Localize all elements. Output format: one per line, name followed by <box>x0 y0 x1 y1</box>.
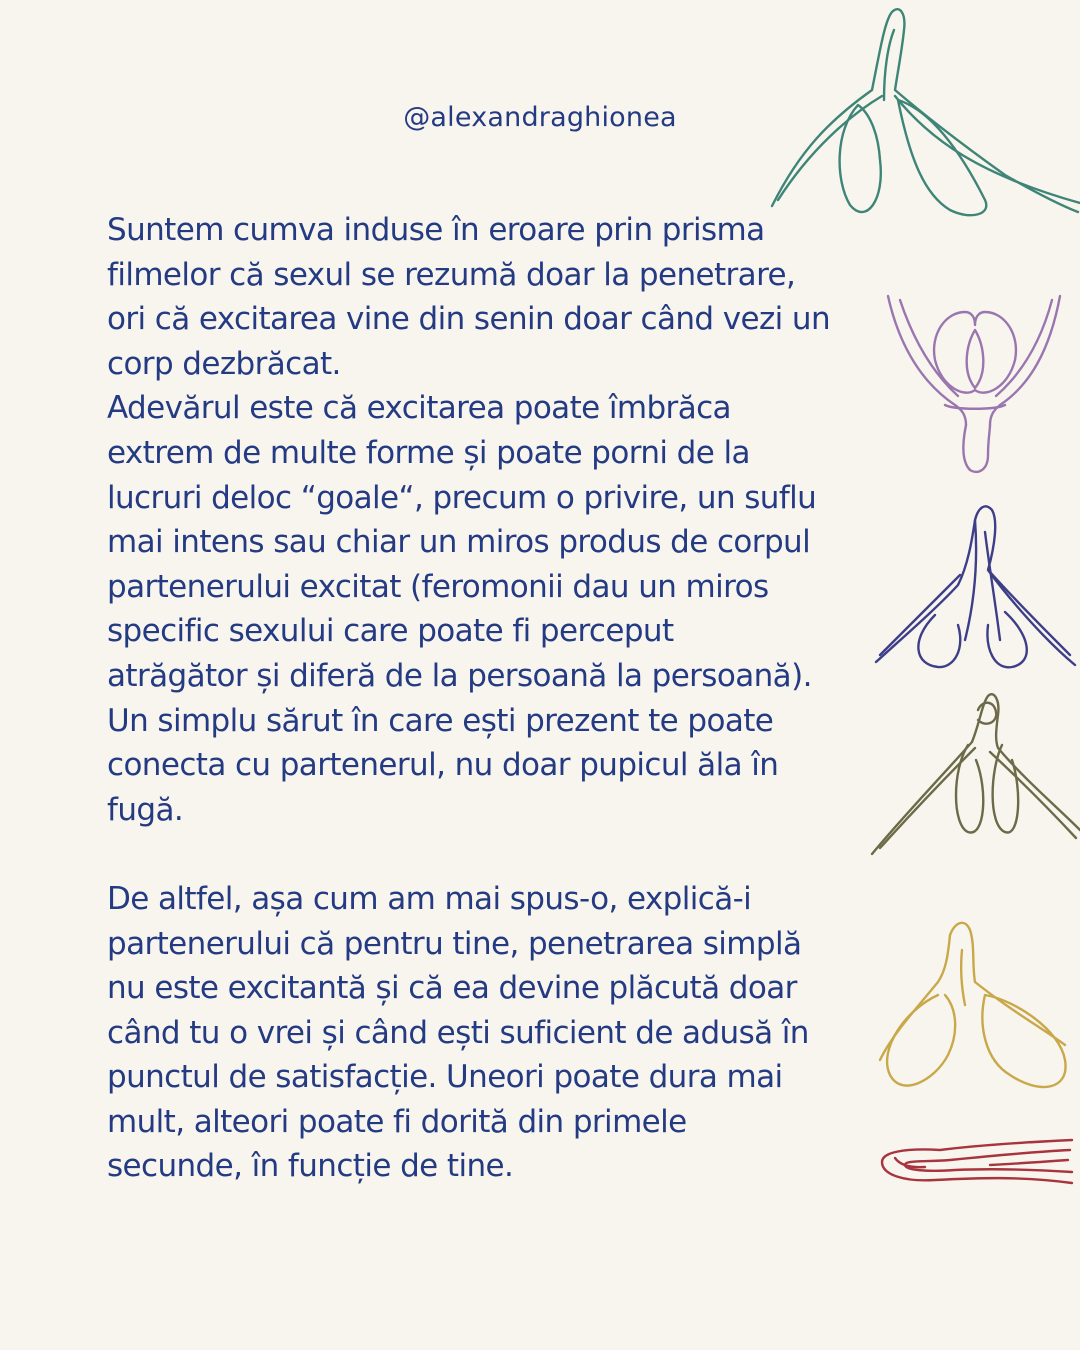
text-line: partenerului excitat (feromonii dau un miros <box>107 568 769 605</box>
text-line: secunde, în funcție de tine. <box>107 1148 514 1185</box>
olive-line-illustration <box>872 694 1080 854</box>
text-line: mai intens sau chiar un miros produs de corpul <box>107 524 811 561</box>
text-line: extrem de multe forme și poate porni de la <box>107 434 750 471</box>
text-line: filmelor că sexul se rezumă doar la penetrare, <box>107 256 796 293</box>
text-line: punctul de satisfacție. Uneori poate dura mai <box>107 1059 783 1096</box>
author-handle: @alexandraghionea <box>403 102 677 133</box>
purple-line-illustration <box>888 296 1060 472</box>
text-line: De altfel, așa cum am mai spus-o, explică-i <box>107 880 752 917</box>
text-line: Un simplu sărut în care ești prezent te poate <box>107 702 774 739</box>
text-line: fugă. <box>107 791 184 828</box>
text-line: Suntem cumva induse în eroare prin prisma <box>107 212 765 248</box>
mustard-line-illustration <box>880 923 1066 1087</box>
text-line: ori că excitarea vine din senin doar când vezi un <box>107 301 831 338</box>
navy-line-illustration <box>876 506 1075 667</box>
text-line: Adevărul este că excitarea poate îmbrăca <box>107 390 731 427</box>
text-line: nu este excitantă și că ea devine plăcută doar <box>107 970 797 1007</box>
red-line-illustration <box>882 1140 1072 1183</box>
text-line: specific sexului care poate fi perceput <box>107 613 674 650</box>
text-line: mult, alteori poate fi dorită din primele <box>107 1103 687 1140</box>
text-line: partenerului că pentru tine, penetrarea simplă <box>107 925 802 962</box>
text-line: lucruri deloc “goale“, precum o privire, un suflu <box>107 479 817 516</box>
text-line: corp dezbrăcat. <box>107 345 341 382</box>
text-line: conecta cu partenerul, nu doar pupicul ăla în <box>107 747 779 784</box>
teal-line-illustration <box>772 9 1080 215</box>
text-line: când tu o vrei și când ești suficient de adusă în <box>107 1014 809 1051</box>
text-line: atrăgător și diferă de la persoană la persoană). <box>107 657 812 694</box>
